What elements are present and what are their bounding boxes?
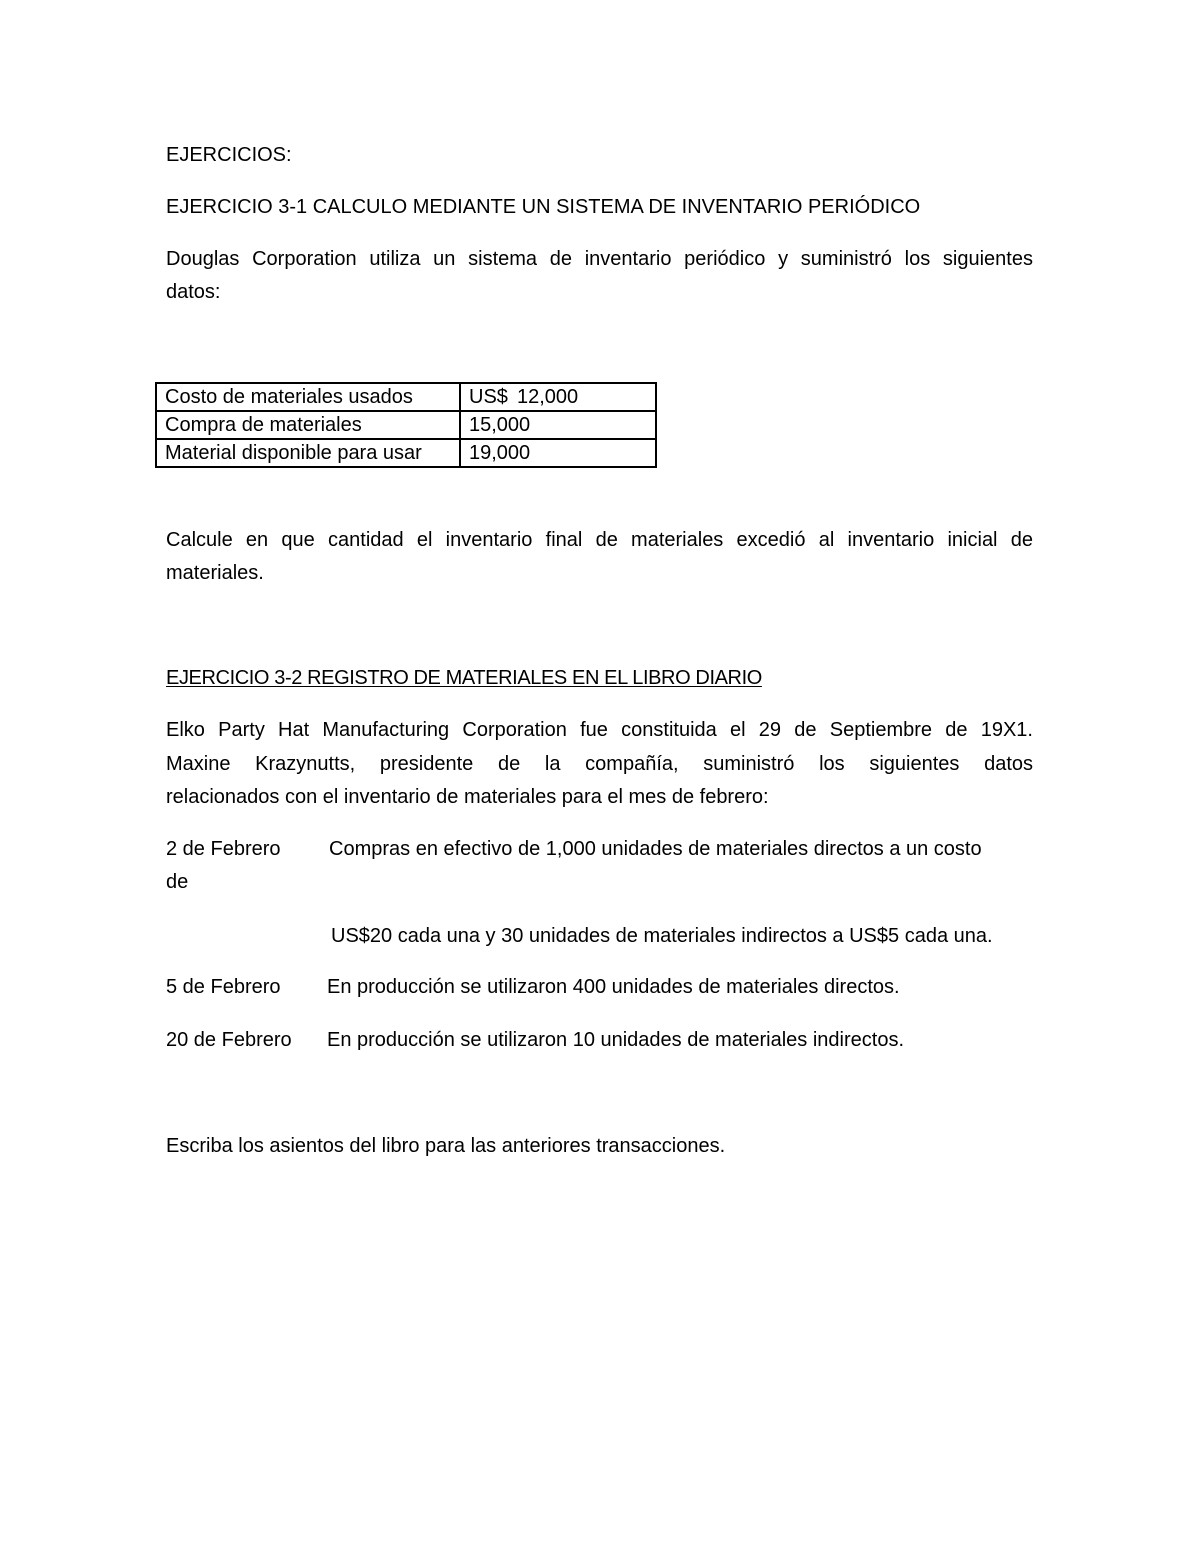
table-row (156, 383, 656, 411)
entry-description: En producción se utilizaron 10 unidades de materiales indirectos. (327, 1029, 905, 1051)
exercise-2-intro-line-1: Elko Party Hat Manufacturing Corporation fue constituida el 29 de Septiembre de 19X1. (166, 719, 1033, 741)
entry-description-continuation: de (166, 871, 189, 893)
exercise-2-intro-line-2: Maxine Krazynutts, presidente de la compañía, suministró los siguientes datos (166, 753, 1033, 775)
entry-date: 20 de Febrero (166, 1029, 292, 1051)
table-row (156, 439, 656, 467)
exercise-2-title: EJERCICIO 3-2 REGISTRO DE MATERIALES EN EL LIBRO DIARIO (166, 667, 762, 689)
table-cell-label: Compra de materiales (156, 411, 460, 439)
currency-label: US$ (469, 386, 508, 408)
exercise-1-intro-line-2: datos: (166, 281, 221, 303)
exercise-1-intro-line-1: Douglas Corporation utiliza un sistema de inventario periódico y suministró los siguientes (166, 248, 1033, 270)
table-cell-label: Material disponible para usar (156, 439, 460, 467)
entry-date: 5 de Febrero (166, 976, 281, 998)
table-cell-value (460, 383, 656, 411)
table-row (156, 411, 656, 439)
amount: 15,000 (469, 414, 531, 436)
amount: 19,000 (469, 442, 531, 464)
materials-table (155, 382, 657, 468)
entry-description: Compras en efectivo de 1,000 unidades de materiales directos a un costo (329, 838, 982, 860)
table-cell-value (460, 411, 656, 439)
table-cell-value (460, 439, 656, 467)
exercise-2-instruction: Escriba los asientos del libro para las anteriores transacciones. (166, 1135, 726, 1157)
exercise-1-question-line-1: Calcule en que cantidad el inventario final de materiales excedió al inventario inicial de (166, 529, 1033, 551)
table-cell-label: Costo de materiales usados (156, 383, 460, 411)
exercise-1-question-line-2: materiales. (166, 562, 264, 584)
entry-description-line-2: US$20 cada una y 30 unidades de materiales indirectos a US$5 cada una. (331, 925, 993, 947)
entry-description: En producción se utilizaron 400 unidades de materiales directos. (327, 976, 900, 998)
document-title: EJERCICIOS: (166, 144, 292, 166)
exercise-1-title: EJERCICIO 3-1 CALCULO MEDIANTE UN SISTEMA DE INVENTARIO PERIÓDICO (166, 196, 921, 218)
exercise-2-intro-line-3: relacionados con el inventario de materiales para el mes de febrero: (166, 786, 769, 808)
amount: 12,000 (517, 386, 579, 408)
entry-date: 2 de Febrero (166, 838, 281, 860)
